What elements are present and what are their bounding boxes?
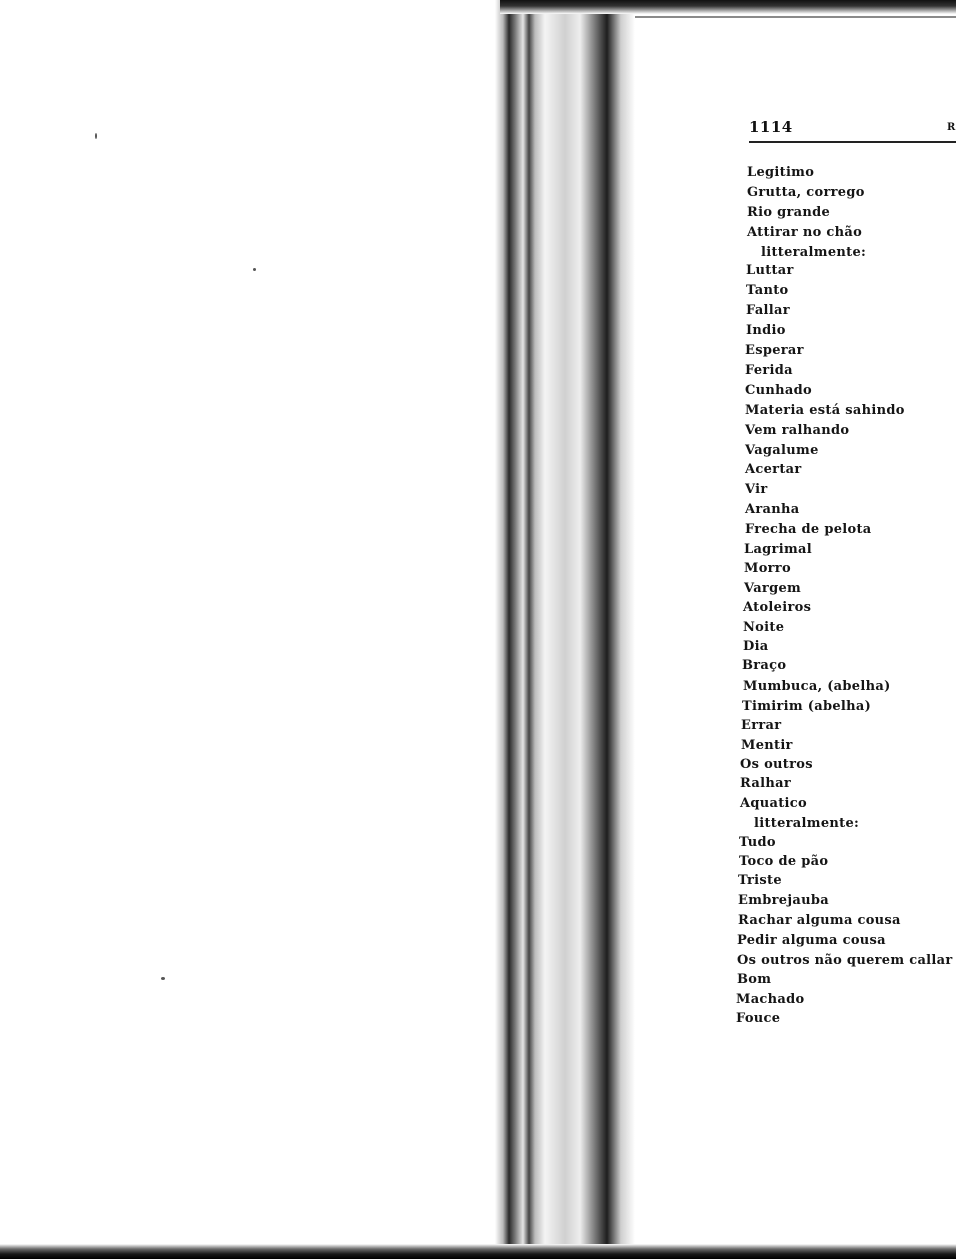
header-rule <box>749 141 956 143</box>
word-entry: Embrejauba <box>738 893 829 908</box>
word-entry: Vagalume <box>745 443 819 458</box>
word-entry: Mentir <box>741 738 793 753</box>
top-edge-line <box>635 16 956 18</box>
word-entry: Braço <box>742 658 787 673</box>
word-entry: Luttar <box>746 263 794 278</box>
word-entry-continuation: litteralmente: <box>761 245 867 260</box>
word-entry: Fallar <box>746 303 790 318</box>
word-entry: Vir <box>745 482 768 497</box>
word-entry: Lagrimal <box>744 542 812 557</box>
word-entry: Errar <box>741 718 782 733</box>
book-spine-shadow <box>495 0 635 1259</box>
printed-page <box>635 20 956 1244</box>
word-entry: Toco de pão <box>739 854 829 869</box>
word-entry: Mumbuca, (abelha) <box>743 679 891 694</box>
word-entry: Grutta, corrego <box>747 185 865 200</box>
word-entry: Vargem <box>744 581 802 596</box>
word-entry: Bom <box>737 972 772 987</box>
word-entry: Triste <box>738 873 782 888</box>
word-entry: Tanto <box>746 283 789 298</box>
word-entry: Fouce <box>736 1011 781 1026</box>
word-entry: Morro <box>744 561 791 576</box>
word-entry: Dia <box>743 639 769 654</box>
page-number: 1114 <box>749 118 793 136</box>
word-entry: Atoleiros <box>743 600 812 615</box>
word-entry: Rio grande <box>747 205 831 220</box>
word-entry: Ferida <box>745 363 793 378</box>
word-entry: Aquatico <box>740 796 807 811</box>
bottom-scan-edge <box>0 1244 956 1259</box>
page-speck <box>253 268 256 271</box>
word-entry: Materia está sahindo <box>745 403 905 418</box>
word-entry: Os outros não querem callar <box>737 953 953 968</box>
word-entry: Frecha de pelota <box>745 522 872 537</box>
word-entry: Legitimo <box>747 165 815 180</box>
word-entry: Pedir alguma cousa <box>737 933 886 948</box>
top-edge-shadow <box>500 0 956 14</box>
running-head: R <box>947 122 956 133</box>
word-entry: Machado <box>736 992 805 1007</box>
word-entry: Indio <box>746 323 786 338</box>
page-speck <box>95 133 97 139</box>
word-entry: Aranha <box>745 502 800 517</box>
word-entry: Noite <box>743 620 785 635</box>
word-entry: Cunhado <box>745 383 812 398</box>
word-entry: Esperar <box>745 343 804 358</box>
word-entry-continuation: litteralmente: <box>754 816 860 831</box>
word-entry: Acertar <box>745 462 802 477</box>
word-entry: Tudo <box>739 835 776 850</box>
word-entry: Os outros <box>740 757 813 772</box>
word-entry: Attirar no chão <box>747 225 863 240</box>
word-entry: Vem ralhando <box>745 423 850 438</box>
word-entry: Ralhar <box>740 776 791 791</box>
page-speck <box>161 977 165 980</box>
word-entry: Rachar alguma cousa <box>738 913 901 928</box>
word-entry: Timirim (abelha) <box>742 699 872 714</box>
